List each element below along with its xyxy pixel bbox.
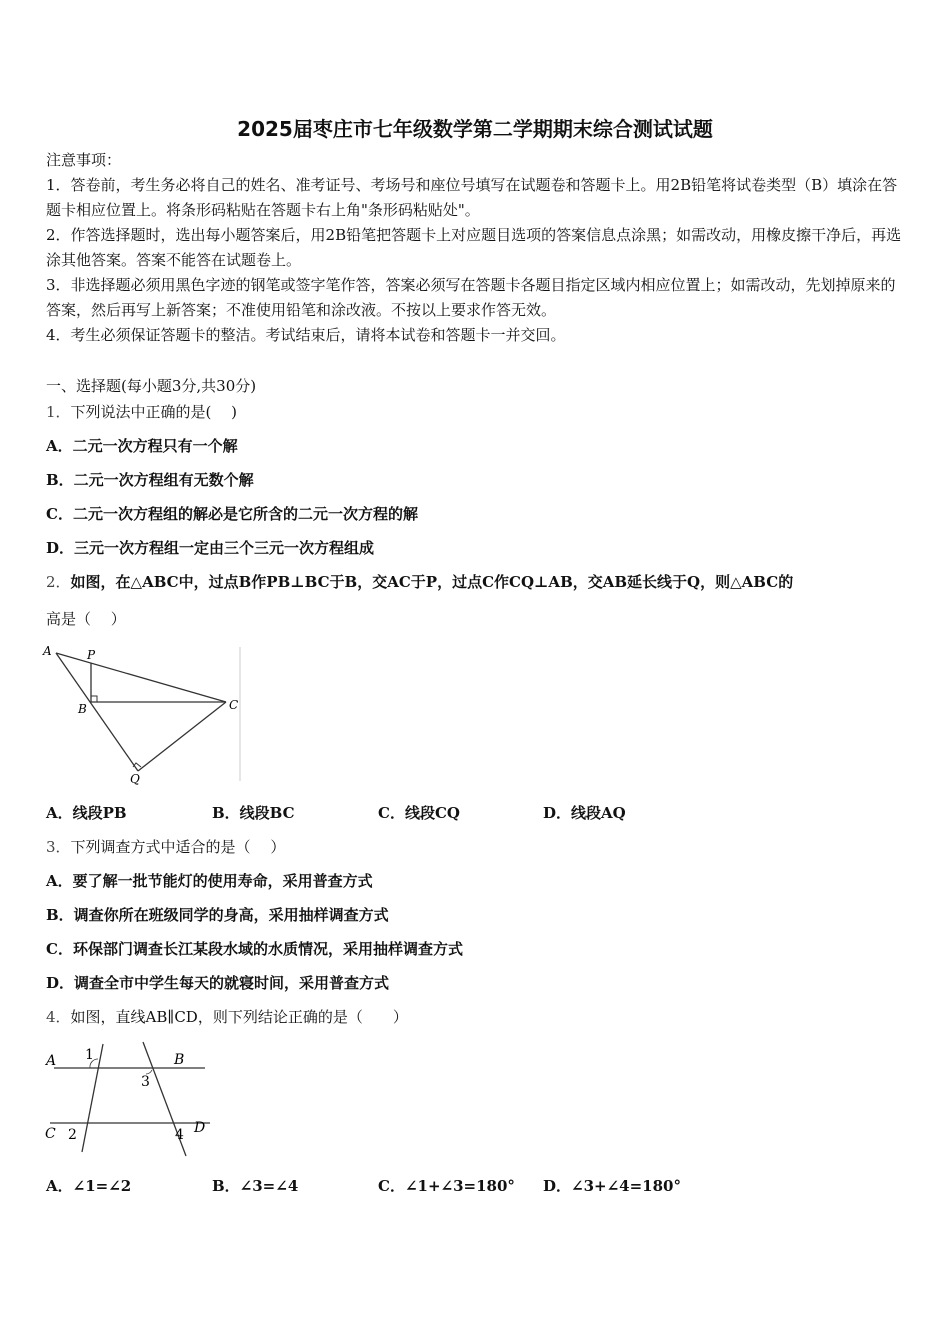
angle-label-4: 4 — [175, 1127, 184, 1143]
question-stem: 如图，直线AB∥CD，则下列结论正确的是（ ） — [70, 1008, 408, 1026]
figure-label-p: P — [87, 648, 96, 662]
figure-label-c: C — [45, 1126, 56, 1142]
notice-heading: 注意事项： — [46, 151, 122, 169]
question-stem: 下列调查方式中适合的是（ ） — [70, 838, 286, 856]
notice-item: 2．作答选择题时，选出每小题答案后，用2B铅笔把答题卡上对应题目选项的答案信息点涂黑；如需改动，用橡皮擦干净后，再选涂其他答案。答案不能答在试题卷上。 — [46, 226, 902, 269]
question-3 — [46, 836, 285, 857]
question-number: 1． — [46, 403, 71, 421]
question-stem: 如图，在△ABC中，过点B作PB⊥BC于B，交AC于P，过点C作CQ⊥AB，交AB延长线于Q，则△ABC的 — [70, 573, 794, 591]
section-heading: 一、选择题(每小题3分,共30分) — [46, 377, 257, 395]
page-title: 2025届枣庄市七年级数学第二学期期末综合测试试题 — [237, 117, 713, 141]
question-number: 3． — [46, 838, 71, 856]
question-4 — [46, 1006, 408, 1027]
figure-label-a: A — [46, 1053, 57, 1069]
option-d[interactable]: D．线段AQ — [543, 804, 626, 822]
angle-label-1: 1 — [85, 1047, 94, 1063]
option-b[interactable]: B．二元一次方程组有无数个解 — [46, 471, 254, 489]
figure-label-a: A — [43, 644, 52, 658]
parallel-lines-figure — [40, 1040, 215, 1160]
option-c[interactable]: C．二元一次方程组的解必是它所含的二元一次方程的解 — [46, 505, 418, 523]
option-a[interactable]: A．二元一次方程只有一个解 — [46, 437, 238, 455]
option-a[interactable]: A．线段PB — [46, 804, 127, 822]
option-b[interactable]: B．调查你所在班级同学的身高，采用抽样调查方式 — [46, 906, 389, 924]
option-d[interactable]: D．三元一次方程组一定由三个三元一次方程组成 — [46, 539, 375, 557]
option-d[interactable]: D．∠3+∠4=180° — [543, 1177, 681, 1195]
notice-item: 3．非选择题必须用黑色字迹的钢笔或签字笔作答，答案必须写在答题卡各题目指定区域内相应位置上；如需改动，先划掉原来的答案，然后再写上新答案；不准使用铅笔和涂改液。不按以上要求作答无效。 — [46, 276, 896, 319]
question-1 — [46, 401, 237, 422]
angle-label-3: 3 — [141, 1074, 150, 1090]
figure-label-d: D — [194, 1120, 206, 1136]
angle-label-2: 2 — [68, 1127, 77, 1143]
question-stem: 下列说法中正确的是( ) — [70, 403, 238, 421]
figure-label-b: B — [78, 702, 87, 716]
option-c[interactable]: C．环保部门调查长江某段水域的水质情况，采用抽样调查方式 — [46, 940, 463, 958]
option-d[interactable]: D．调查全市中学生每天的就寝时间，采用普查方式 — [46, 974, 390, 992]
option-c[interactable]: C．∠1+∠3=180° — [378, 1177, 515, 1195]
option-b[interactable]: B．线段BC — [212, 804, 295, 822]
option-b[interactable]: B．∠3=∠4 — [212, 1177, 299, 1195]
notice-section — [46, 148, 906, 348]
question-2 — [46, 571, 793, 592]
figure-label-b: B — [174, 1052, 185, 1068]
figure-label-c: C — [229, 698, 239, 712]
option-a[interactable]: A．要了解一批节能灯的使用寿命，采用普查方式 — [46, 872, 373, 890]
question-number: 2． — [46, 573, 71, 591]
option-a[interactable]: A．∠1=∠2 — [46, 1177, 132, 1195]
figure-label-q: Q — [130, 772, 140, 785]
triangle-figure — [40, 643, 245, 785]
question-number: 4． — [46, 1008, 71, 1026]
option-c[interactable]: C．线段CQ — [378, 804, 460, 822]
notice-item: 4．考生必须保证答题卡的整洁。考试结束后，请将本试卷和答题卡一并交回。 — [46, 326, 566, 344]
question-2-stem-cont: 高是（ ） — [46, 610, 126, 628]
notice-item: 1．答卷前，考生务必将自己的姓名、准考证号、考场号和座位号填写在试题卷和答题卡上。用2B铅笔将试卷类型（B）填涂在答题卡相应位置上。将条形码粘贴在答题卡右上角"条形码粘贴处"。 — [46, 176, 898, 219]
